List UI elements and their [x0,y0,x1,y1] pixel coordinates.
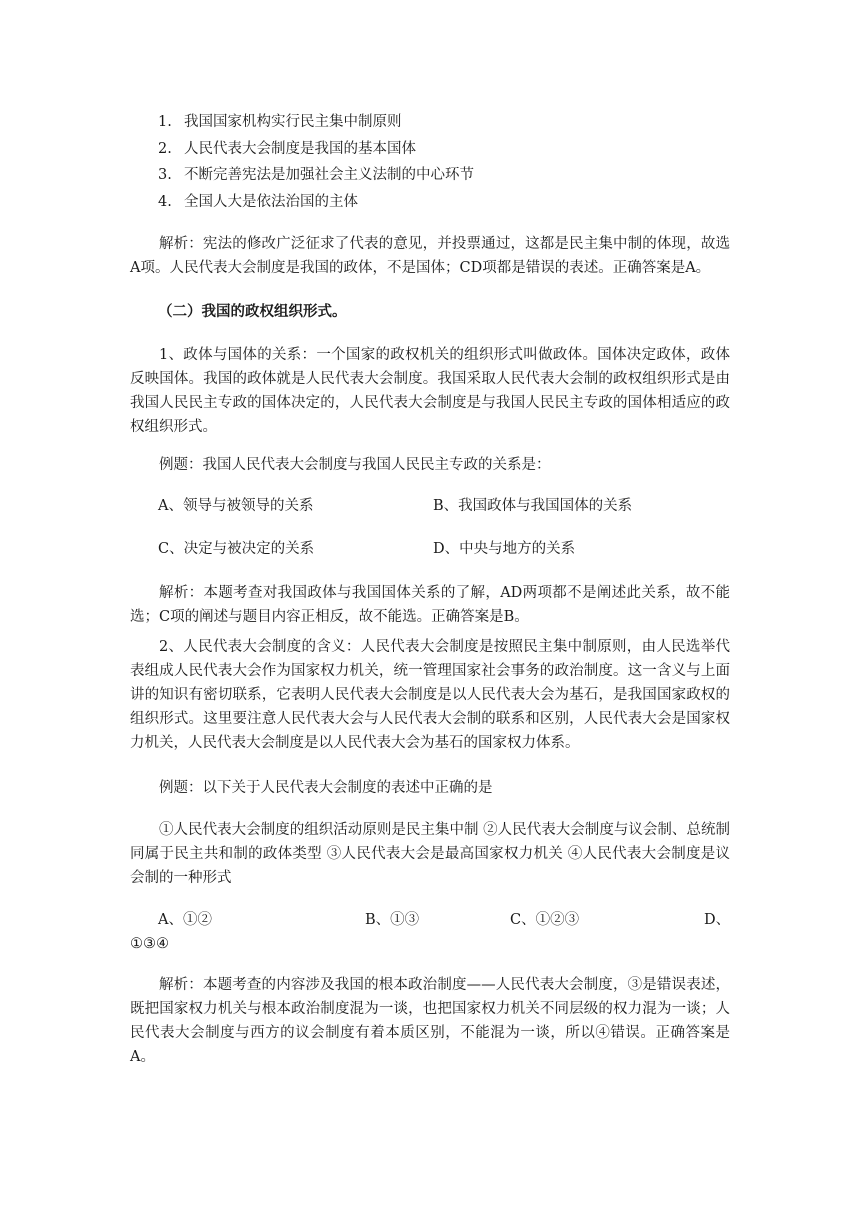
statements-paragraph: ①人民代表大会制度的组织活动原则是民主集中制 ②人民代表大会制度与议会制、总统制同属于民主共和制的政体类型 ③人民代表大会是最高国家权力机关 ④人民代表大会制度是议会制的一种形式 [130,822,730,886]
list-number: 1. [158,114,172,130]
example-question: 例题：以下关于人民代表大会制度的表述中正确的是 [159,780,493,796]
option-d-continued: ①③④ [130,936,169,952]
option-a: A、领导与被领导的关系 [158,498,314,514]
list-item [158,189,358,215]
list-number: 4. [158,194,172,210]
option-b: B、①③ [365,912,420,928]
analysis-paragraph: 解析：本题考查对我国政体与我国国体关系的了解，AD两项都不是阐述此关系，故不能选；C项的阐述与题目内容正相反，故不能选。正确答案是B。 [130,585,730,625]
list-text: 人民代表大会制度是我国的基本国体 [184,141,416,157]
list-number: 3. [158,167,172,183]
list-number: 2. [158,141,172,157]
analysis-paragraph: 解析：宪法的修改广泛征求了代表的意见，并投票通过，这都是民主集中制的体现，故选A项。人民代表大会制度是我国的政体，不是国体；CD项都是错误的表述。正确答案是A。 [130,236,730,276]
option-b: B、我国政体与我国国体的关系 [433,498,633,514]
option-c: C、决定与被决定的关系 [158,541,315,557]
option-a: A、①② [158,912,212,928]
point-paragraph: 2、人民代表大会制度的含义：人民代表大会制度是按照民主集中制原则，由人民选举代表组成人民代表大会作为国家权力机关，统一管理国家社会事务的政治制度。这一含义与上面讲的知识有密切联系，它表明人民代表大会制度是以人民代表大会为基石，是我国国家政权的组织形式。这里要注意人民代表大会与人民代表大会制的联系和区别，人民代表大会是国家权力机关，人民代表大会制度是以人民代表大会为基石的国家权力体系。 [130,639,730,751]
option-d: D、 [704,912,731,928]
option-d: D、中央与地方的关系 [433,541,576,557]
example-question: 例题：我国人民代表大会制度与我国人民民主专政的关系是： [159,457,551,473]
list-text: 我国国家机构实行民主集中制原则 [184,114,402,130]
point-paragraph: 1、政体与国体的关系：一个国家的政权机关的组织形式叫做政体。国体决定政体，政体反映国体。我国的政体就是人民代表大会制度。我国采取人民代表大会制的政权组织形式是由我国人民民主专政的国体决定的，人民代表大会制度是与我国人民民主专政的国体相适应的政权组织形式。 [130,347,730,435]
analysis-paragraph: 解析：本题考查的内容涉及我国的根本政治制度——人民代表大会制度，③是错误表述，既把国家权力机关与根本政治制度混为一谈，也把国家权力机关不同层级的权力混为一谈；人民代表大会制度与西方的议会制度有着本质区别，不能混为一谈，所以④错误。正确答案是A。 [130,977,730,1065]
option-c: C、①②③ [510,912,580,928]
list-text: 不断完善宪法是加强社会主义法制的中心环节 [184,167,474,183]
list-item [158,109,402,135]
list-item [158,136,416,162]
section-heading: （二）我国的政权组织形式。 [158,303,347,320]
list-text: 全国人大是依法治国的主体 [184,194,358,210]
list-item [158,162,474,188]
